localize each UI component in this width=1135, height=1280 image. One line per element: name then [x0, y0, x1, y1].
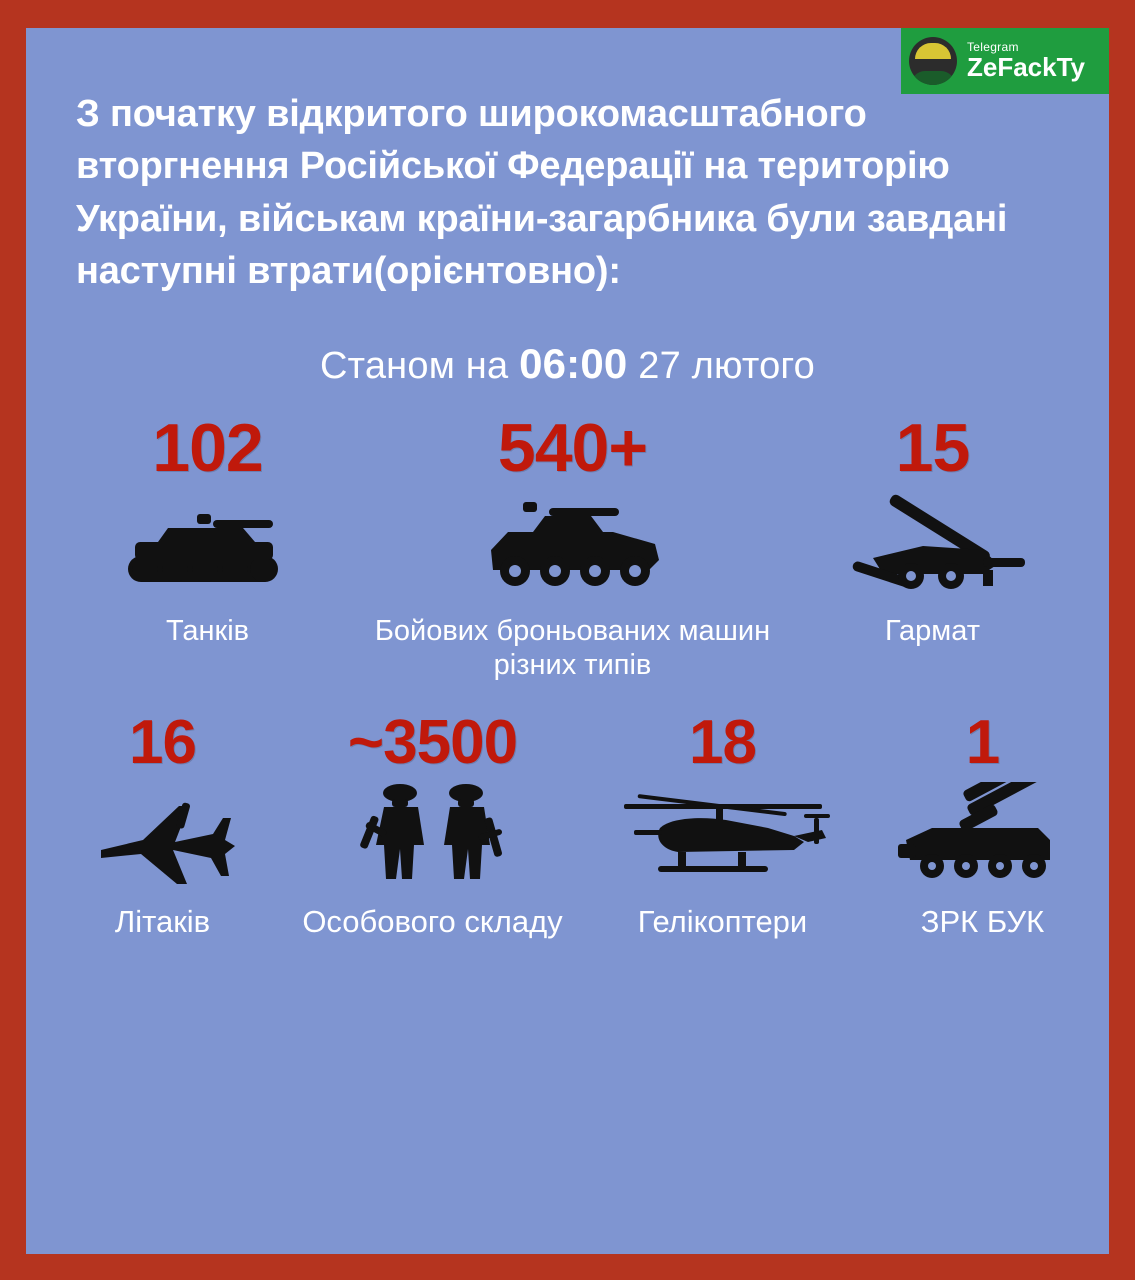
- channel-platform-label: Telegram: [967, 40, 1019, 55]
- stat-value: 102: [152, 409, 263, 486]
- headline-text: З початку відкритого широкомасштабного вторгнення Російської Федерації на територію України, військам країни-загарбника були завдані наступні втрати(орієнтовно):: [76, 93, 1008, 293]
- artillery-icon: [788, 488, 1078, 608]
- stat-label: ЗРК БУК: [920, 904, 1045, 940]
- stat-value: 16: [129, 708, 196, 778]
- stat-label: Танків: [165, 614, 250, 647]
- soldiers-icon: [288, 780, 578, 898]
- stat-value: 15: [895, 409, 970, 486]
- channel-logo-text: [967, 41, 1085, 81]
- stat-helicopters: [578, 708, 868, 941]
- stat-personnel: [288, 708, 578, 941]
- channel-name: ZeFackTy: [967, 51, 1086, 82]
- stat-label: Літаків: [114, 904, 211, 940]
- stat-tanks: [58, 409, 358, 648]
- tank-icon: [58, 488, 358, 608]
- jet-icon: [38, 780, 288, 898]
- sam-launcher-icon: [868, 780, 1098, 898]
- stats-row-1: [26, 409, 1109, 682]
- stat-label: Особового складу: [302, 904, 563, 940]
- poster-inner: [26, 28, 1109, 1254]
- stat-label: Гармат: [884, 614, 981, 647]
- stat-armored-vehicles: [358, 409, 788, 682]
- stat-value: 18: [689, 708, 756, 778]
- timestamp-prefix: Станом на: [320, 344, 509, 387]
- stat-value: ~3500: [347, 708, 518, 778]
- stat-label: Бойових броньованих машин різних типів: [374, 614, 771, 681]
- stat-label: Гелікоптери: [637, 904, 808, 940]
- stat-artillery: [788, 409, 1078, 648]
- stats-row-2: [26, 708, 1109, 941]
- armored-vehicle-icon: [358, 488, 788, 608]
- stat-aircraft: [38, 708, 288, 941]
- avatar-face-icon: [909, 37, 957, 85]
- stat-sam-buk: [868, 708, 1098, 941]
- timestamp-line: [26, 340, 1109, 388]
- timestamp-date: 27 лютого: [638, 344, 815, 387]
- channel-logo-badge: [901, 28, 1109, 94]
- stat-value: 1: [965, 708, 1000, 778]
- stat-value: 540+: [497, 409, 648, 486]
- timestamp-time: 06:00: [519, 339, 628, 387]
- helicopter-icon: [578, 780, 868, 898]
